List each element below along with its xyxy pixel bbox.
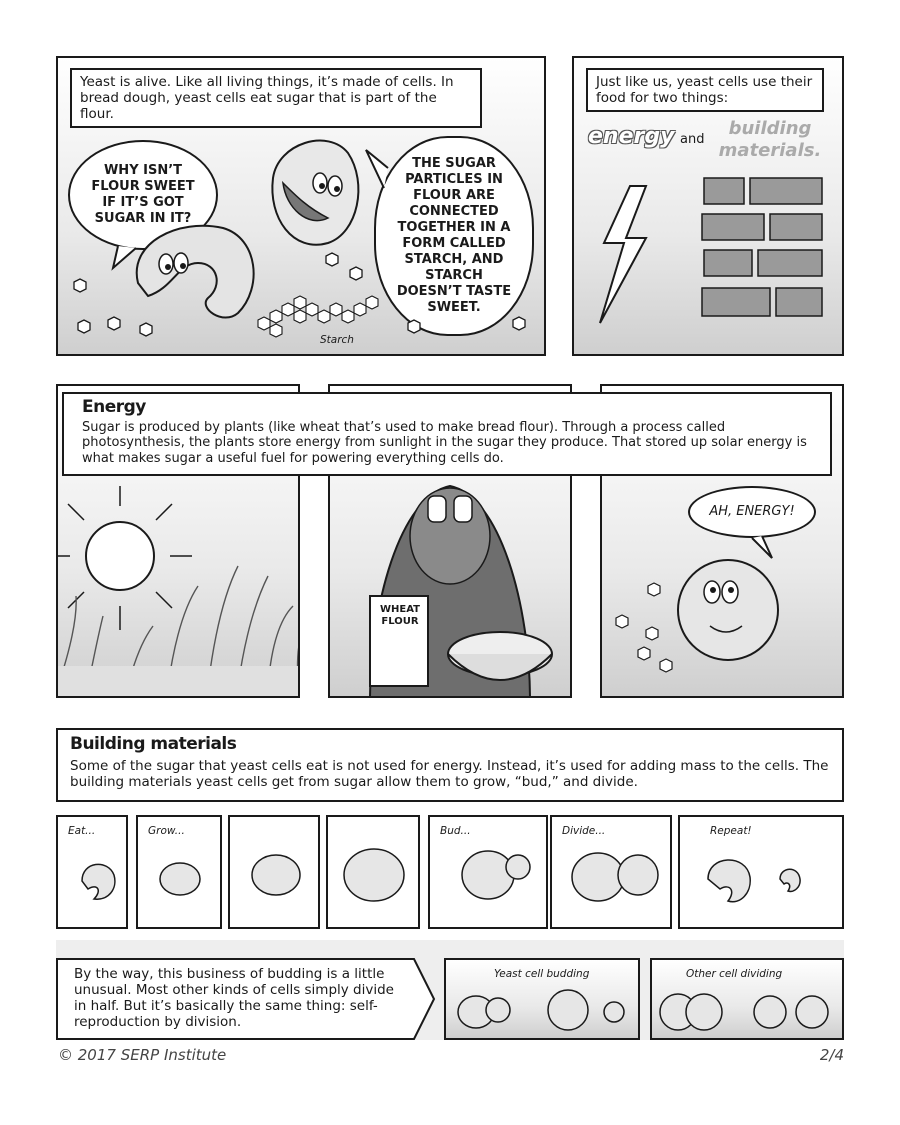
building-word: building materials. <box>718 118 822 161</box>
step-label-repeat: Repeat! <box>710 825 752 837</box>
starch-label: Starch <box>320 334 354 346</box>
page-number: 2/4 <box>819 1046 844 1064</box>
step-repeat <box>678 815 844 929</box>
intro-caption: Yeast is alive. Like all living things, it’s made of cells. In bread dough, yeast cells eat sugar that is part of the flour. <box>70 68 482 128</box>
step-label-divide: Divide... <box>562 825 606 837</box>
building-title: Building materials <box>70 734 237 754</box>
step-divide <box>550 815 672 929</box>
answer-bubble: THE SUGAR PARTICLES IN FLOUR ARE CONNECTED TOGETHER IN A FORM CALLED STARCH, AND STARCH DOESN’T TASTE SWEET. <box>374 136 534 336</box>
building-text-box <box>56 728 844 802</box>
step-grow <box>136 815 222 929</box>
and-word: and <box>680 132 705 147</box>
step-label-bud: Bud... <box>440 825 471 837</box>
panel-other-dividing <box>650 958 844 1040</box>
step-grow-2 <box>228 815 320 929</box>
yeast-budding-illustration <box>446 960 640 1040</box>
copyright: © 2017 SERP Institute <box>58 1046 227 1064</box>
flour-bag-label: WHEAT FLOUR <box>379 604 420 627</box>
cell-dividing-illustration <box>652 960 844 1040</box>
energy-body: Sugar is produced by plants (like wheat that’s used to make bread flour). Through a process called photosynthesis, the plants store energy from sunlight in the sugar they produce. That stored up solar energy is what makes sugar a useful fuel for powering everything cells do. <box>82 419 807 466</box>
budding-caption-box <box>56 958 436 1040</box>
lightning-and-bricks-illustration <box>574 58 844 356</box>
panel-yeast-budding <box>444 958 640 1040</box>
uses-caption: Just like us, yeast cells use their food for two things: <box>586 68 824 112</box>
panel-intro <box>56 56 546 356</box>
step-label-eat: Eat... <box>68 825 96 837</box>
yeast-budding-label: Yeast cell budding <box>494 968 590 980</box>
step-grow-3 <box>326 815 420 929</box>
budding-caption: By the way, this business of budding is a little unusual. Most other kinds of cells simply divide in half. But it’s basically the same thing: self-reproduction by division. <box>74 966 394 1030</box>
building-body: Some of the sugar that yeast cells eat is not used for energy. Instead, it’s used for adding mass to the cells. The building materials yeast cells get from sugar allow them to grow, “bud,” and divide. <box>70 758 829 790</box>
energy-word: energy <box>588 124 675 149</box>
energy-title: Energy <box>82 397 146 417</box>
panel-uses <box>572 56 844 356</box>
step-strip <box>56 815 844 929</box>
step-bud <box>428 815 548 929</box>
question-bubble: WHY ISN’T FLOUR SWEET IF IT’S GOT SUGAR IN IT? <box>68 140 218 250</box>
energy-text-box <box>62 392 832 476</box>
step-eat <box>56 815 128 929</box>
energy-bubble: AH, ENERGY! <box>688 486 816 538</box>
yeast-characters-illustration <box>58 58 546 356</box>
other-dividing-label: Other cell dividing <box>686 968 783 980</box>
step-label-grow: Grow... <box>148 825 185 837</box>
